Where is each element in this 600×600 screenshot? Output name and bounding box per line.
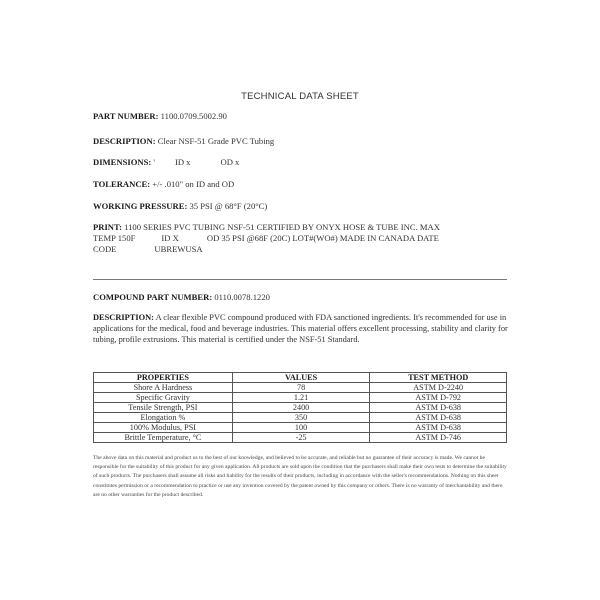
compound-description xyxy=(93,312,509,345)
working-pressure-label: WORKING PRESSURE: xyxy=(93,201,188,211)
property-value: 100 xyxy=(232,423,370,433)
property-test-method: ASTM D-2240 xyxy=(370,383,507,393)
tolerance-label: TOLERANCE: xyxy=(93,179,151,189)
description-line xyxy=(93,136,513,147)
print-text-3a: CODE xyxy=(93,244,117,254)
property-value: -25 xyxy=(232,433,370,443)
print-line-2 xyxy=(93,233,513,244)
property-test-method: ASTM D-638 xyxy=(370,413,507,423)
dimensions-id: ID x xyxy=(174,157,191,167)
property-test-method: ASTM D-746 xyxy=(370,433,507,443)
tolerance-line xyxy=(93,179,513,190)
dimensions-line xyxy=(93,157,513,168)
table-row xyxy=(94,423,507,433)
property-name: Tensile Strength, PSI xyxy=(94,403,233,413)
table-row xyxy=(94,433,507,443)
properties-table xyxy=(93,372,507,443)
print-text-2b: ID X xyxy=(161,233,179,243)
table-row xyxy=(94,413,507,423)
dimensions-od: OD x xyxy=(220,157,240,167)
print-text-1: 1100 SERIES PVC TUBING NSF-51 CERTIFIED BY ONYX HOSE & TUBE INC. MAX xyxy=(121,222,440,232)
header-properties: PROPERTIES xyxy=(94,373,233,383)
compound-part-number-label: COMPOUND PART NUMBER: xyxy=(93,292,213,302)
print-label: PRINT: xyxy=(93,222,122,232)
property-name: Brittle Temperature, °C xyxy=(94,433,233,443)
property-test-method: ASTM D-638 xyxy=(370,423,507,433)
property-value: 350 xyxy=(232,413,370,423)
working-pressure-value: 35 PSI @ 68°F (20°C) xyxy=(187,201,268,211)
working-pressure-line xyxy=(93,201,513,212)
header-values: VALUES xyxy=(232,373,370,383)
compound-part-number-line xyxy=(93,292,513,303)
table-header-row xyxy=(94,373,507,383)
property-name: Shore A Hardness xyxy=(94,383,233,393)
property-test-method: ASTM D-638 xyxy=(370,403,507,413)
compound-description-label: DESCRIPTION: xyxy=(93,313,154,322)
table-row xyxy=(94,383,507,393)
part-number-value: 1100.0709.5002.90 xyxy=(158,111,227,121)
table-row xyxy=(94,403,507,413)
document-title: TECHNICAL DATA SHEET xyxy=(241,91,359,102)
header-test-method: TEST METHOD xyxy=(370,373,507,383)
description-label: DESCRIPTION: xyxy=(93,136,156,146)
property-name: Specific Gravity xyxy=(94,393,233,403)
part-number-label: PART NUMBER: xyxy=(93,111,159,121)
section-divider xyxy=(93,279,507,280)
property-value: 78 xyxy=(232,383,370,393)
print-text-2c: OD 35 PSI @68F (20C) LOT#(WO#) MADE IN CANADA DATE xyxy=(206,233,439,243)
print-line-3 xyxy=(93,244,513,255)
property-name: Elongation % xyxy=(94,413,233,423)
property-test-method: ASTM D-792 xyxy=(370,393,507,403)
property-value: 1.21 xyxy=(232,393,370,403)
property-name: 100% Modulus, PSI xyxy=(94,423,233,433)
print-text-3b: UBREWUSA xyxy=(154,244,203,254)
print-text-2a: TEMP 150F xyxy=(93,233,136,243)
property-value: 2400 xyxy=(232,403,370,413)
compound-part-number-value: 0110.0078.1220 xyxy=(212,292,270,302)
dimensions-label: DIMENSIONS: xyxy=(93,157,152,167)
print-line-1 xyxy=(93,222,513,233)
table-row xyxy=(94,393,507,403)
disclaimer-text: The above data on this material and product us to the best of our knowledge, and believed to be accurate, and reliable but no guarantee of their accuracy is made. We cannot be responsible for the suitability of this product for any given application. All products are sold upon the condition that the purchasers shall make their own tests to determine the suitability of such products. The purchasers shall assume all risks and liability for the results of their products, including in accordance with the seller's recommendations. Nothing on this sheet constitutes permission or a recommendation to practice or use any invention covered by the patent owned by this company or others. There is no warranty of merchantability and there are no other warranties for the product described. xyxy=(93,455,507,498)
description-value: Clear NSF-51 Grade PVC Tubing xyxy=(155,136,275,146)
dimensions-tick: ' xyxy=(151,157,155,167)
tolerance-value: +/- .010" on ID and OD xyxy=(150,179,235,189)
compound-description-text: A clear flexible PVC compound produced with FDA sanctioned ingredients. It's recommended for use in applications for the medical, food and beverage industries. This material offers excellent processing, stability and clarity for tubing, profile extrusions. This material is certified under the NSF-51 Standard. xyxy=(93,313,508,344)
part-number-line xyxy=(93,111,513,122)
